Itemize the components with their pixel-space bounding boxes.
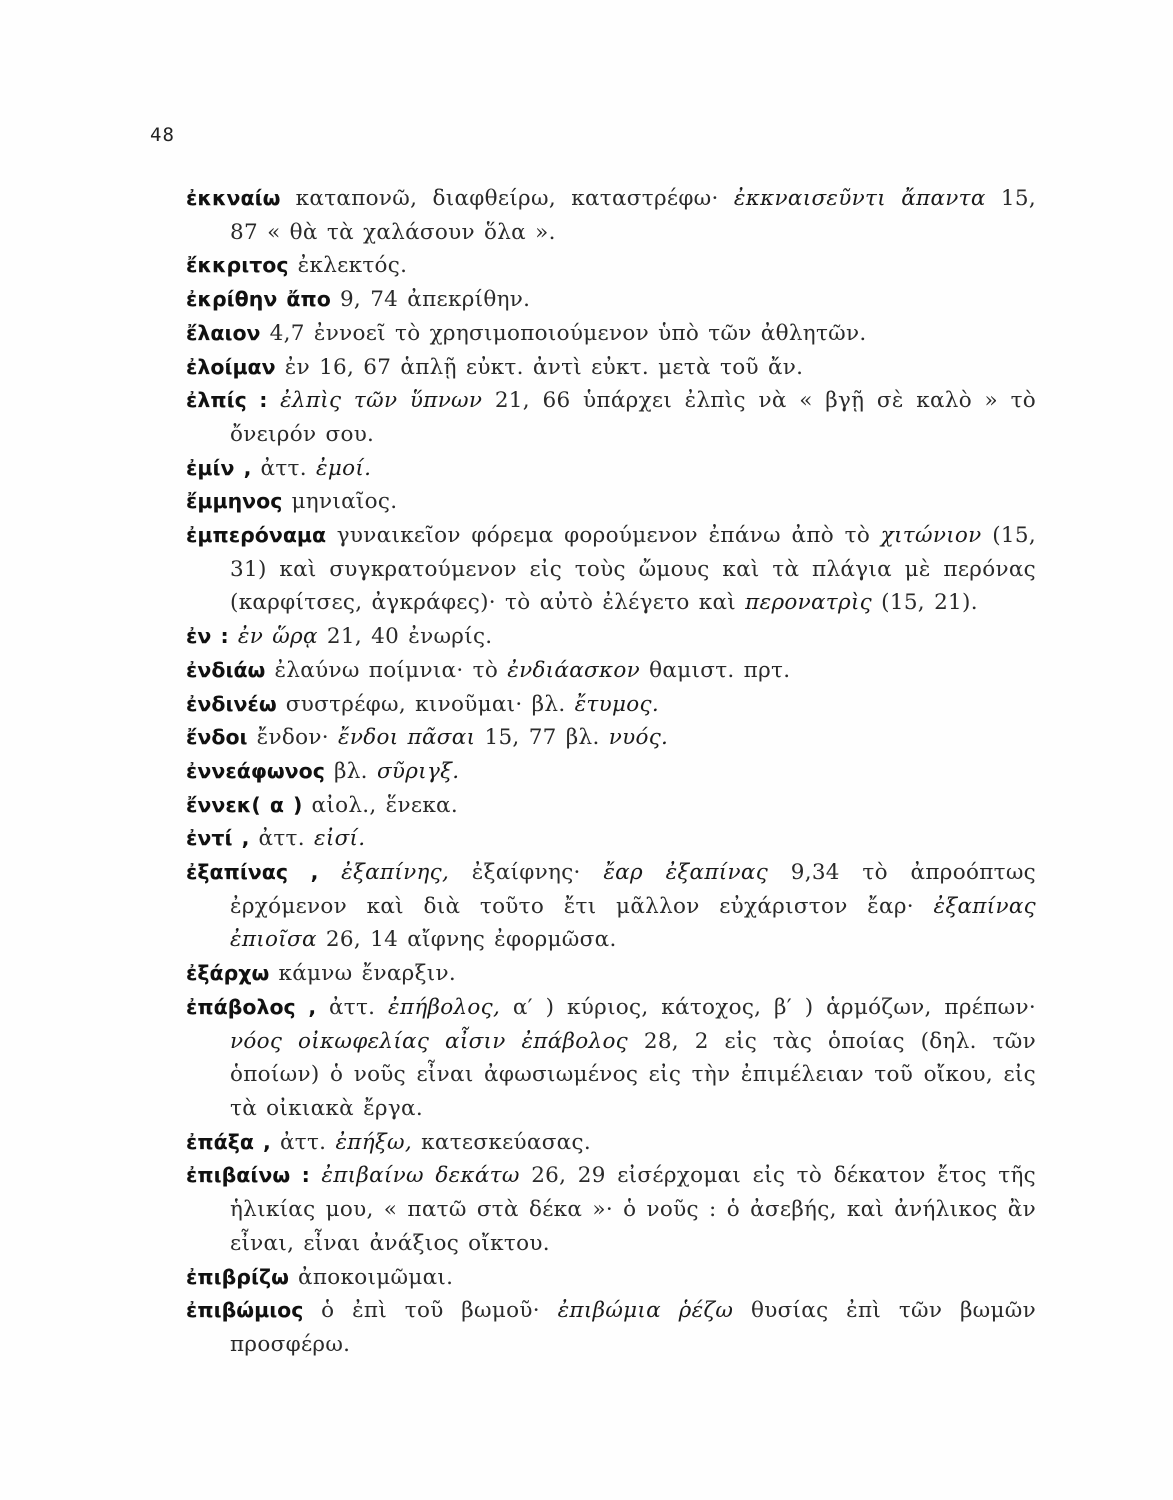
entry-definition-text: ἀττ. — [316, 994, 389, 1020]
dictionary-entry — [186, 957, 1036, 991]
entry-italic-text: νόος οἰκωφελίας αἶσιν ἐπάβολος — [230, 1028, 629, 1054]
entry-italic-text: ἐπήβολος, — [388, 994, 501, 1020]
entry-definition-text: καταπονῶ, διαφθείρω, καταστρέφω· — [280, 186, 734, 211]
entry-italic-text: ἐν ὥρᾳ — [237, 624, 318, 650]
entry-definition-text — [318, 860, 341, 885]
entry-definition-text: κατεσκεύασας. — [412, 1129, 591, 1155]
entry-definition-text: ἀποκοιμῶμαι. — [288, 1264, 454, 1290]
dictionary-entry — [186, 351, 1036, 385]
entry-definition-text: ἀττ. — [249, 826, 314, 852]
entry-headword: ἐλπίς : — [186, 388, 268, 413]
dictionary-entry — [186, 452, 1036, 486]
dictionary-entries — [186, 182, 1036, 1362]
entry-italic-text: ἔνδοι πᾶσαι — [338, 725, 476, 751]
entry-definition-text: 9,34 τὸ ἀπροόπτως ἐρχόμενον καὶ διὰ τοῦτο ἔτι μᾶλλον εὐχάριστον ἔαρ· — [230, 860, 1036, 919]
dictionary-entry — [186, 789, 1036, 823]
dictionary-entry — [186, 519, 1036, 620]
dictionary-entry — [186, 1261, 1036, 1295]
entry-definition-text: 28, 2 εἰς τὰς ὁποίας (δηλ. τῶν ὁποίων) ὁ νοῦς εἶναι ἀφωσιωμένος εἰς τὴν ἐπιμέλειαν τοῦ οἴκου, εἰς τὰ οἰκιακὰ ἔργα. — [230, 1028, 1036, 1121]
entry-definition-text: 21, 66 ὑπάρχει ἐλπὶς νὰ « βγῇ σὲ καλὸ » τὸ ὄνειρόν σου. — [230, 388, 1037, 447]
dictionary-entry — [186, 1126, 1036, 1160]
entry-italic-text: ἐπήξω, — [335, 1129, 413, 1155]
entry-definition-text: 9, 74 ἀπεκρίθην. — [330, 287, 531, 313]
dictionary-entry — [186, 822, 1036, 856]
entry-italic-text: νυός. — [608, 725, 669, 751]
entry-definition-text: α′ ) κύριος, κάτοχος, β′ ) ἁρμόζων, πρέπων· — [500, 994, 1036, 1020]
entry-definition-text: γυναικεῖον φόρεμα φορούμενον ἐπάνω ἀπὸ τὸ — [326, 523, 881, 549]
entry-definition-text: ἐκλεκτός. — [288, 253, 408, 279]
page-number: 48 — [150, 124, 175, 146]
dictionary-entry — [186, 721, 1036, 755]
entry-headword: ἔμμηνος — [186, 489, 283, 514]
entry-definition-text: συστρέφω, κινοῦμαι· βλ. — [276, 691, 575, 717]
entry-definition-text: κάμνω ἔναρξιν. — [269, 961, 456, 987]
entry-italic-text: σῦριγξ. — [376, 758, 460, 784]
entry-definition-text: ἀττ. — [251, 455, 316, 481]
dictionary-entry — [186, 755, 1036, 789]
dictionary-entry — [186, 654, 1036, 688]
entry-headword: ἔνδοι — [186, 725, 248, 750]
entry-definition-text: ἔνδον· — [247, 725, 338, 751]
entry-definition-text — [268, 388, 281, 413]
dictionary-entry — [186, 620, 1036, 654]
entry-headword: ἐνδιάω — [186, 657, 266, 682]
entry-headword: ἐπάξα , — [186, 1129, 271, 1154]
entry-definition-text: (15, 21). — [872, 590, 978, 616]
entry-definition-text: βλ. — [324, 758, 377, 784]
entry-italic-text: ἐλπὶς τῶν ὕπνων — [280, 388, 483, 414]
dictionary-entry — [186, 182, 1036, 249]
dictionary-entry — [186, 1294, 1036, 1361]
entry-italic-text: περονατρὶς — [745, 590, 873, 616]
entry-definition-text: θαμιστ. πρτ. — [640, 657, 791, 683]
entry-italic-text: εἰσί. — [314, 826, 366, 852]
entry-headword: ἔκκριτος — [186, 253, 289, 278]
entry-definition-text: 26, 29 εἰσέρχομαι εἰς τὸ δέκατον ἔτος τῆς ἡλικίας μου, « πατῶ στὰ δέκα »· ὁ νοῦς : ὁ ἀσεβής, καὶ ἀνήλικος ἂν εἶναι, εἶναι ἀνάξιος οἴκτου. — [230, 1163, 1037, 1256]
dictionary-entry — [186, 991, 1036, 1126]
entry-headword: ἐνδινέω — [186, 691, 277, 716]
entry-headword: ἐντί , — [186, 826, 250, 851]
entry-definition-text: 15, 87 « θὰ τὰ χαλάσουν ὅλα ». — [230, 186, 1036, 245]
entry-italic-text: ἐπιβώμια ῥέζω — [557, 1298, 734, 1324]
entry-italic-text: ἐξαπίνας ἐπιοῖσα — [230, 893, 1036, 953]
entry-headword: ἐξάρχω — [186, 961, 270, 986]
entry-italic-text: ἔαρ ἐξαπίνας — [603, 860, 769, 886]
entry-headword: ἐμπερόναμα — [186, 523, 327, 548]
entry-headword: ἐπιβώμιος — [186, 1298, 304, 1323]
entry-headword: ἐκρίθην ἄπο — [186, 287, 331, 312]
entry-headword: ἐξαπίνας , — [186, 860, 319, 885]
entry-headword: ἐν : — [186, 624, 229, 649]
entry-definition-text: (15, 31) καὶ συγκρατούμενον εἰς τοὺς ὤμους καὶ τὰ πλάγια μὲ περόνας (καρφίτσες, ἀγκράφες)· τὸ αὐτὸ ἐλέγετο καὶ — [230, 523, 1036, 616]
entry-definition-text: ἐλαύνω ποίμνια· τὸ — [265, 657, 508, 683]
dictionary-entry — [186, 283, 1036, 317]
entry-definition-text: 15, 77 βλ. — [475, 725, 609, 751]
entry-italic-text: ἐπιβαίνω δεκάτω — [321, 1163, 520, 1189]
entry-definition-text: αἰολ., ἕνεκα. — [302, 792, 459, 818]
dictionary-entry — [186, 1159, 1036, 1260]
entry-definition-text — [310, 1163, 322, 1188]
entry-headword: ἐλοίμαν — [186, 354, 276, 379]
entry-headword: ἐμίν , — [186, 455, 252, 480]
dictionary-entry — [186, 485, 1036, 519]
entry-italic-text: ἐνδιάασκον — [507, 657, 641, 683]
entry-definition-text: ἐν 16, 67 ἁπλῇ εὐκτ. ἀντὶ εὐκτ. μετὰ τοῦ ἄν. — [275, 354, 804, 380]
entry-italic-text: ἔτυμος. — [574, 691, 659, 717]
entry-definition-text: 21, 40 ἐνωρίς. — [317, 624, 493, 650]
entry-definition-text: 4,7 ἐννοεῖ τὸ χρησιμοποιούμενον ὑπὸ τῶν ἀθλητῶν. — [260, 320, 867, 346]
entry-italic-text: χιτώνιον — [880, 523, 982, 549]
entry-definition-text: θυσίας ἐπὶ τῶν βωμῶν προσφέρω. — [230, 1298, 1036, 1357]
entry-headword: ἐπιβαίνω : — [186, 1163, 310, 1188]
entry-definition-text: ἐξαίφνης· — [449, 860, 604, 886]
dictionary-entry — [186, 384, 1036, 451]
dictionary-entry — [186, 317, 1036, 351]
entry-definition-text: μηνιαῖος. — [282, 489, 398, 515]
entry-definition-text: ἀττ. — [270, 1129, 336, 1155]
dictionary-entry — [186, 688, 1036, 722]
entry-italic-text: ἐμοί. — [316, 455, 372, 481]
entry-headword: ἐπιβρίζω — [186, 1264, 289, 1289]
entry-headword: ἐννεάφωνος — [186, 758, 325, 783]
dictionary-entry — [186, 249, 1036, 283]
entry-headword: ἐπάβολος , — [186, 994, 317, 1019]
entry-headword: ἔννεκ( α ) — [186, 792, 303, 817]
entry-italic-text: ἐξαπίνης, — [341, 860, 450, 886]
entry-italic-text: ἐκκναισεῦντι ἄπαντα — [733, 186, 986, 211]
entry-definition-text: 26, 14 αἴφνης ἐφορμῶσα. — [316, 927, 617, 953]
dictionary-entry — [186, 856, 1036, 957]
entry-headword: ἔλαιον — [186, 320, 261, 345]
entry-definition-text: ὁ ἐπὶ τοῦ βωμοῦ· — [303, 1298, 558, 1324]
entry-definition-text — [229, 624, 238, 649]
entry-headword: ἐκκναίω — [186, 186, 281, 210]
